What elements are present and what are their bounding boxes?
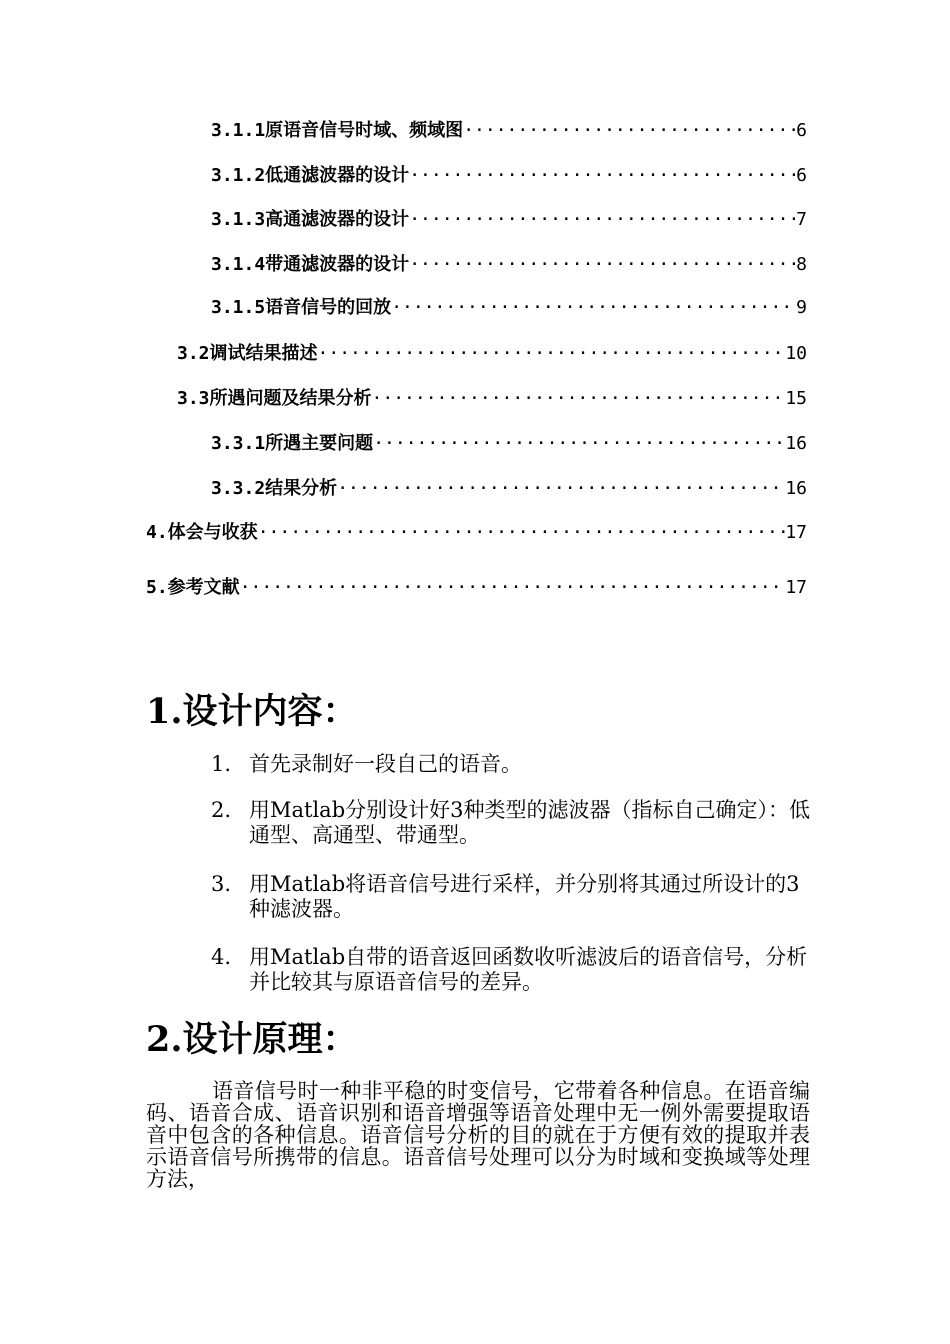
- toc-entry-5[interactable]: [146, 577, 807, 599]
- list-item: [211, 752, 811, 777]
- toc-leader: [463, 120, 796, 142]
- toc-leader: [318, 343, 786, 365]
- toc-entry-3-3-2[interactable]: [211, 478, 807, 500]
- toc-leader: [409, 165, 796, 187]
- toc-entry-label: 3.3.2结果分析: [211, 478, 338, 499]
- toc-leader: [409, 254, 796, 276]
- toc-entry-page: 6: [796, 165, 807, 186]
- toc-entry-3-1-2[interactable]: [211, 165, 807, 187]
- toc-leader: [373, 433, 785, 455]
- toc-entry-3-3[interactable]: [177, 388, 807, 410]
- toc-leader: [391, 297, 796, 319]
- list-item-number: 3.: [211, 872, 232, 896]
- toc-entry-label: 3.1.5语音信号的回放: [211, 297, 392, 318]
- toc-entry-label: 3.1.1原语音信号时域、频域图: [211, 120, 464, 141]
- toc-entry-4[interactable]: [146, 522, 807, 544]
- toc-leader: [409, 209, 796, 231]
- toc-entry-3-1-4[interactable]: [211, 254, 807, 276]
- toc-leader: [240, 577, 786, 599]
- toc-entry-3-1-3[interactable]: [211, 209, 807, 231]
- list-item-text: 用Matlab分别设计好3种类型的滤波器（指标自己确定）：低通型、高通型、带通型。: [249, 798, 810, 847]
- section-heading-design-content: 1.设计内容：: [146, 691, 358, 732]
- toc-entry-label: 4.体会与收获: [146, 522, 258, 543]
- toc-entry-page: 10: [785, 343, 807, 364]
- toc-entry-3-3-1[interactable]: [211, 433, 807, 455]
- list-item-number: 1.: [211, 752, 232, 776]
- list-item-text: 用Matlab自带的语音返回函数收听滤波后的语音信号，分析并比较其与原语音信号的差异。: [249, 945, 808, 994]
- toc-entry-label: 3.1.4带通滤波器的设计: [211, 254, 410, 275]
- toc-entry-label: 3.1.3高通滤波器的设计: [211, 209, 410, 230]
- body-paragraph: 语音信号时一种非平稳的时变信号，它带着各种信息。在语音编码、语音合成、语音识别和语音增强等语音处理中无一例外需要提取语音中包含的各种信息。语音信号分析的目的就在于方便有效的提取并表示语音信号所携带的信息。语音信号处理可以分为时域和变换域等处理方法，: [146, 1079, 810, 1191]
- list-item-number: 2.: [211, 798, 232, 822]
- list-item-number: 4.: [211, 945, 232, 969]
- toc-entry-page: 8: [796, 254, 807, 275]
- section-heading-design-principle: 2.设计原理：: [146, 1019, 358, 1060]
- toc-entry-label: 3.3所遇问题及结果分析: [177, 388, 372, 409]
- list-item: [211, 872, 811, 922]
- toc-entry-page: 16: [785, 478, 807, 499]
- toc-entry-page: 16: [785, 433, 807, 454]
- toc-entry-3-1-1[interactable]: [211, 120, 807, 142]
- toc-entry-label: 5.参考文献: [146, 577, 240, 598]
- toc-entry-3-2[interactable]: [177, 343, 807, 365]
- toc-entry-page: 6: [796, 120, 807, 141]
- list-item-text: 用Matlab将语音信号进行采样，并分别将其通过所设计的3种滤波器。: [249, 872, 800, 921]
- toc-entry-3-1-5[interactable]: [211, 297, 807, 319]
- toc-leader: [258, 522, 786, 544]
- list-item: [211, 945, 811, 995]
- toc-entry-page: 15: [785, 388, 807, 409]
- toc-entry-label: 3.1.2低通滤波器的设计: [211, 165, 410, 186]
- toc-entry-page: 17: [785, 577, 807, 598]
- toc-leader: [337, 478, 785, 500]
- toc-entry-page: 9: [796, 297, 807, 318]
- toc-entry-page: 17: [785, 522, 807, 543]
- toc-entry-label: 3.2调试结果描述: [177, 343, 318, 364]
- toc-leader: [372, 388, 786, 410]
- toc-entry-page: 7: [796, 209, 807, 230]
- toc-entry-label: 3.3.1所遇主要问题: [211, 433, 374, 454]
- list-item-text: 首先录制好一段自己的语音。: [249, 752, 522, 776]
- list-item: [211, 798, 811, 848]
